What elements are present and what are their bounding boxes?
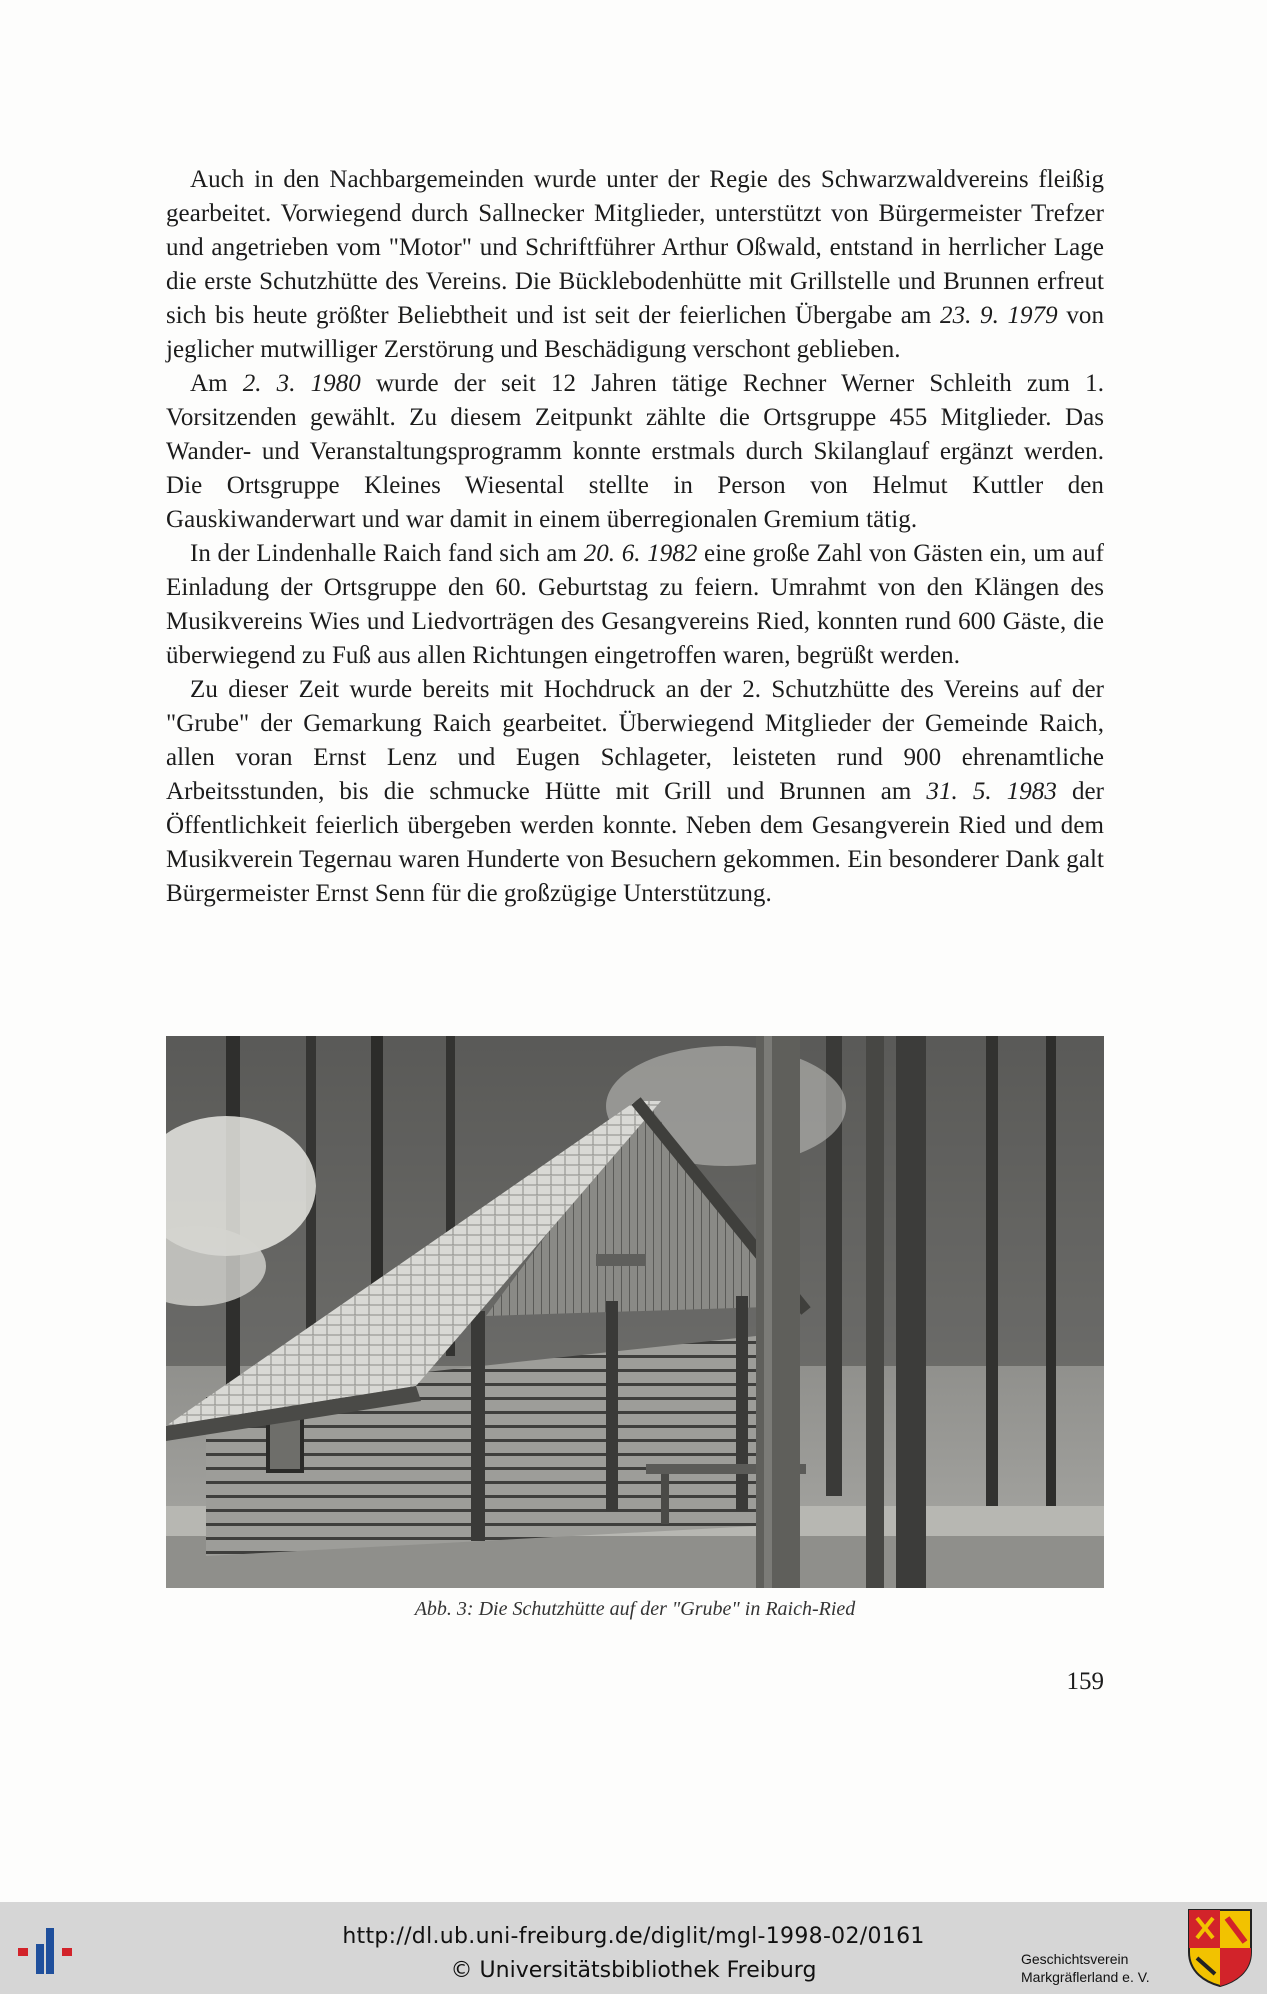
body-text [166,163,1104,911]
society-name [1021,1950,1150,1986]
paragraph [166,163,1104,367]
paragraph-text: eine große Zahl von Gästen ein, um auf Einladung der Ortsgruppe den 60. Geburtstag zu feiern. Umrahmt von den Klängen des Musikvereins Wies und Liedvorträgen des Gesangvereins Ried, konnten rund 600 Gäste, die überwiegend zu Fuß aus allen Richtungen eingetroffen waren, begrüßt werden. [166,540,1105,669]
figure-caption: Abb. 3: Die Schutzhütte auf der "Grube" in Raich-Ried [414,1598,856,1620]
paragraph [166,537,1104,673]
society-crest-icon [1187,1908,1253,1988]
paragraph-text: von jeglicher mutwilliger Zerstörung und Beschädigung verschont geblieben. [166,302,1104,363]
date-text: 31. 5. 1983 [926,778,1057,805]
date-text: 2. 3. 1980 [242,370,361,397]
paragraph-text: Zu dieser Zeit wurde bereits mit Hochdruck an der 2. Schutzhütte des Vereins auf der "Grube" der Gemarkung Raich gearbeitet. Überwiegend Mitglieder der Gemeinde Raich, allen voran Ernst Lenz und Eugen Schlageter, leisteten rund 900 ehrenamtliche Arbeitsstunden, bis die schmucke Hütte mit Grill und Brunnen am [166,676,1104,805]
hut-photo-illustration [166,1036,1104,1588]
date-text: 23. 9. 1979 [940,302,1058,329]
paragraph-text: der Öffentlichkeit feierlich übergeben werden konnte. Neben dem Gesangverein Ried und dem Musikverein Tegernau waren Hunderte von Besuchern gekommen. Ein besonderer Dank galt Bürgermeister Ernst Senn für die großzügige Unterstützung. [166,778,1105,907]
permalink-url[interactable]: http://dl.ub.uni-freiburg.de/diglit/mgl-1998-02/0161 [342,1924,925,1949]
paragraph [166,367,1104,537]
paragraph [166,673,1104,911]
paragraph-text: wurde der seit 12 Jahren tätige Rechner Werner Schleith zum 1. Vorsitzenden gewählt. Zu diesem Zeitpunkt zählte die Ortsgruppe 455 Mitglieder. Das Wander- und Veranstaltungsprogramm konnte erstmals durch Skilanglauf ergänzt werden. Die Ortsgruppe Kleines Wiesental stellte in Person von Helmut Kuttler den Gauskiwanderwart und war damit in einem überregionalen Gremium tätig. [166,370,1105,533]
paragraph-text: Am [190,370,243,397]
copyright-text: © Universitätsbibliothek Freiburg [450,1958,817,1983]
paragraph-text: In der Lindenhalle Raich fand sich am [190,540,584,567]
hut-photograph [166,1036,1104,1588]
viewer-footer [0,1902,1267,1994]
date-text: 20. 6. 1982 [583,540,698,567]
society-name-line2: Markgräflerland e. V. [1021,1969,1150,1985]
society-name-line1: Geschichtsverein [1021,1951,1129,1967]
page-number: 159 [1066,1668,1104,1695]
paragraph-text: Auch in den Nachbargemeinden wurde unter der Regie des Schwarzwaldvereins fleißig gearbeitet. Vorwiegend durch Sallnecker Mitglieder, unterstützt von Bürgermeister Trefzer und angetrieben vom "Motor" und Schriftführer Arthur Oßwald, entstand in herrlicher Lage die erste Schutzhütte des Vereins. Die Bücklebodenhütte mit Grillstelle und Brunnen erfreut sich bis heute größter Beliebtheit und ist seit der feierlichen Übergabe am [166,166,1104,329]
